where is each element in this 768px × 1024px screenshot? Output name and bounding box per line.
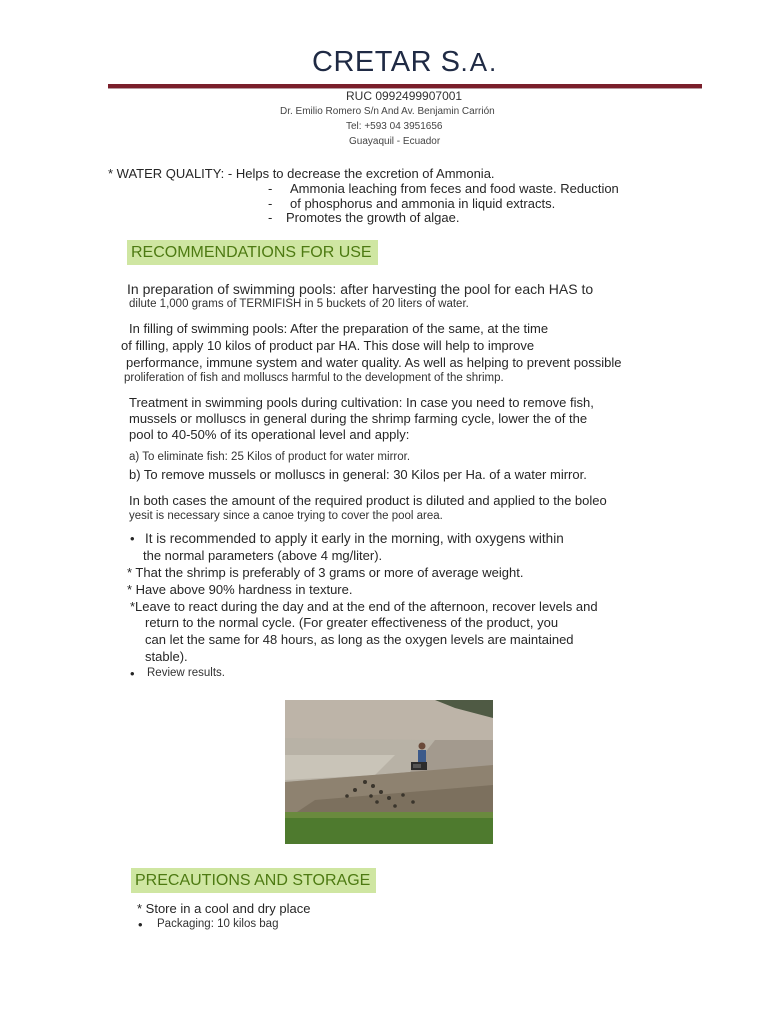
- bullet-line-8: stable).: [145, 649, 188, 664]
- bullet-line-3: * That the shrimp is preferably of 3 grams or more of average weight.: [127, 565, 524, 580]
- water-quality-dash: [268, 210, 272, 225]
- precautions-heading: PRECAUTIONS AND STORAGE: [131, 868, 376, 893]
- bullet-line-9: Review results.: [147, 667, 225, 679]
- p1-line-2: dilute 1,000 grams of TERMIFISH in 5 buckets of 20 liters of water.: [129, 298, 469, 310]
- option-a: a) To eliminate fish: 25 Kilos of product for water mirror.: [129, 451, 411, 463]
- bullet-line-1: It is recommended to apply it early in the morning, with oxygens within: [145, 531, 564, 546]
- bullet-line-6: return to the normal cycle. (For greater effectiveness of the product, you: [145, 615, 559, 630]
- ruc-number: RUC 0992499907001: [346, 89, 463, 103]
- p2-line-4: proliferation of fish and molluscs harmful to the development of the shrimp.: [124, 372, 504, 384]
- address-line: Dr. Emilio Romero S/n And Av. Benjamin Carrión: [280, 106, 495, 117]
- dash-icon: -: [268, 210, 273, 225]
- bullet-line-7: can let the same for 48 hours, as long as the oxygen levels are maintained: [145, 632, 574, 647]
- company-name-main: CRETAR S: [312, 46, 461, 78]
- p3-line-2: mussels or molluscs in general during the shrimp farming cycle, lower the of the: [129, 411, 588, 426]
- water-quality-title: * WATER QUALITY: - Helps to decrease the excretion of Ammonia.: [108, 166, 495, 181]
- shrimp-pond-photo: [285, 700, 493, 844]
- bullet-line-5: *Leave to react during the day and at the end of the afternoon, recover levels and: [130, 599, 598, 614]
- dash-icon: -: [268, 181, 273, 196]
- option-b: b) To remove mussels or molluscs in general: 30 Kilos per Ha. of a water mirror.: [129, 467, 587, 482]
- water-quality-dash: [268, 181, 272, 196]
- p3-line-1: Treatment in swimming pools during cultivation: In case you need to remove fish,: [129, 395, 594, 410]
- p3-line-3: pool to 40-50% of its operational level and apply:: [129, 427, 410, 442]
- water-quality-dash: [268, 196, 272, 211]
- precaution-item-1: * Store in a cool and dry place: [137, 901, 311, 916]
- bullet-icon: •: [130, 666, 135, 681]
- water-quality-item-1: Ammonia leaching from feces and food waste. Reduction: [290, 181, 619, 196]
- water-quality-item-3: Promotes the growth of algae.: [286, 210, 460, 225]
- p4-line-1: In both cases the amount of the required product is diluted and applied to the boleo: [129, 493, 607, 508]
- recommendations-heading: RECOMMENDATIONS FOR USE: [127, 240, 378, 265]
- dash-icon: -: [268, 196, 273, 211]
- p1-line-1: In preparation of swimming pools: after harvesting the pool for each HAS to: [127, 281, 594, 297]
- precaution-item-2: Packaging: 10 kilos bag: [157, 918, 279, 930]
- company-name-suffix: .A.: [460, 47, 499, 77]
- bullet-line-2: the normal parameters (above 4 mg/liter).: [143, 548, 383, 563]
- p2-line-3: performance, immune system and water quality. As well as helping to prevent possible: [126, 355, 622, 370]
- p2-line-2: of filling, apply 10 kilos of product par HA. This dose will help to improve: [121, 338, 535, 353]
- company-name: [312, 46, 498, 79]
- p2-line-1: In filling of swimming pools: After the preparation of the same, at the time: [129, 321, 549, 336]
- p4-line-2: yesit is necessary since a canoe trying to cover the pool area.: [129, 510, 443, 522]
- city-line: Guayaquil - Ecuador: [349, 136, 441, 147]
- phone-line: Tel: +593 04 3951656: [346, 121, 443, 132]
- bullet-icon: •: [130, 531, 135, 546]
- bullet-icon: •: [138, 917, 143, 932]
- water-quality-item-2: of phosphorus and ammonia in liquid extracts.: [290, 196, 556, 211]
- bullet-line-4: * Have above 90% hardness in texture.: [127, 582, 353, 597]
